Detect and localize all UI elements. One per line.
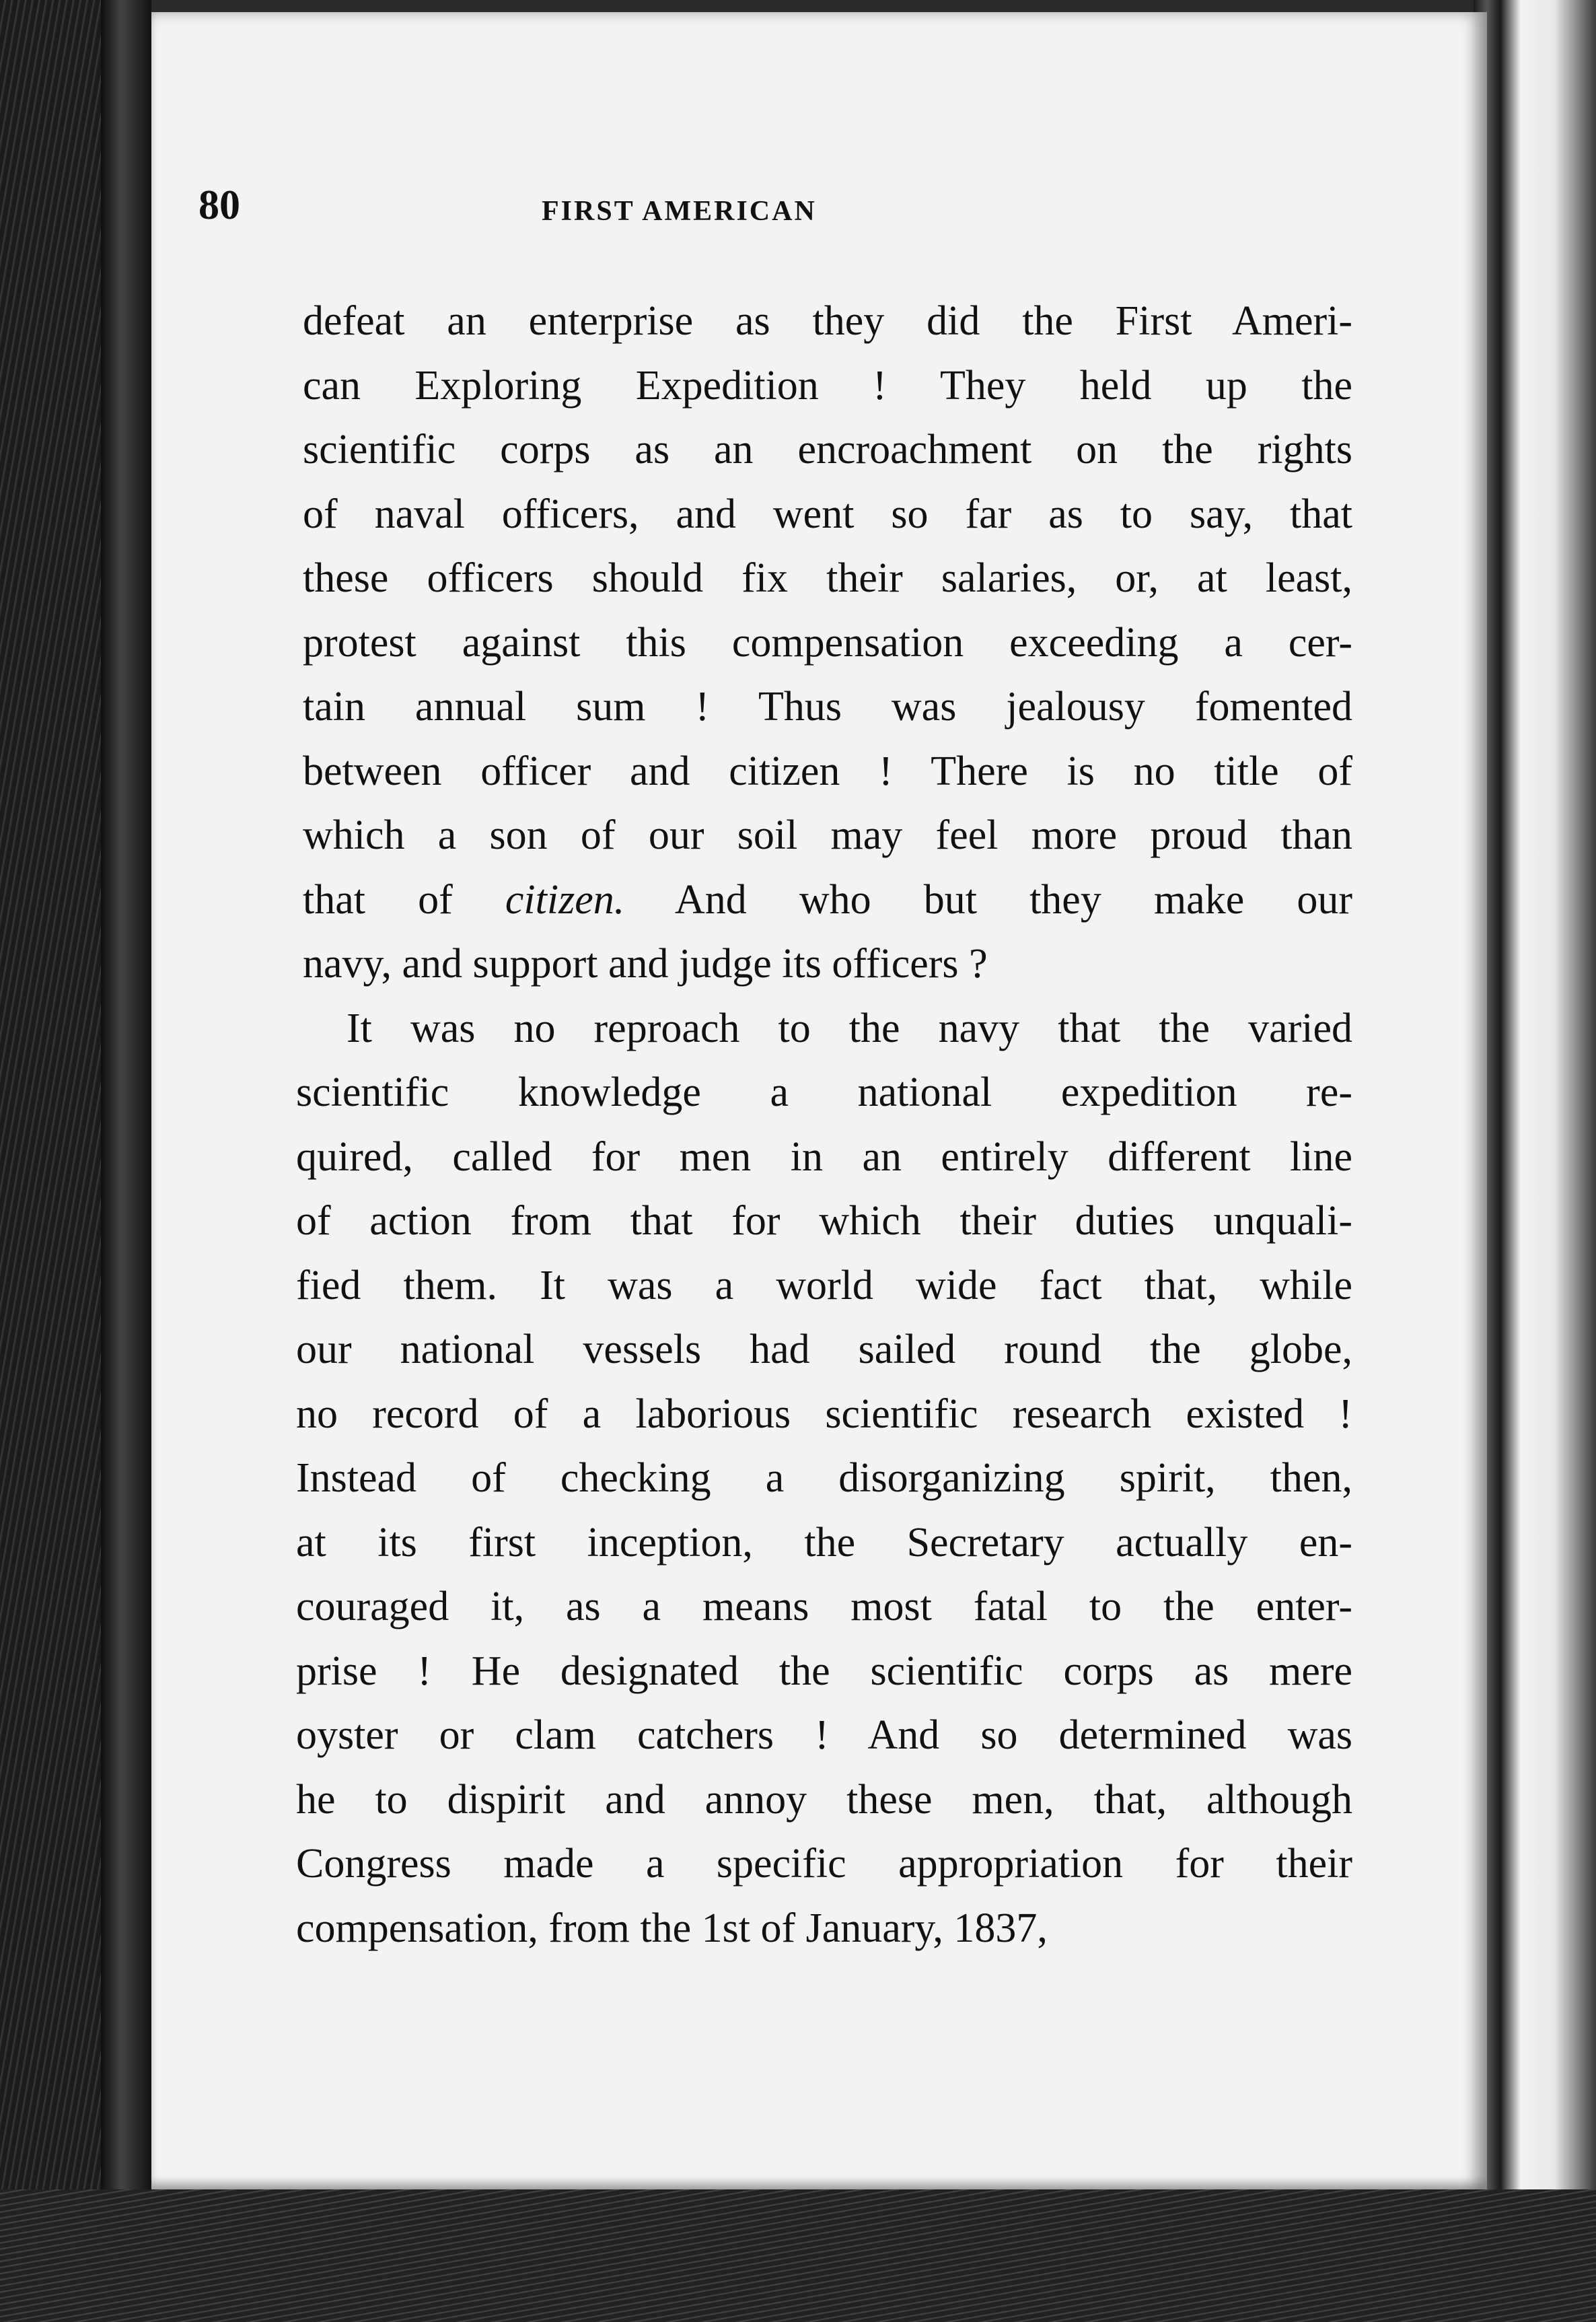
text-line — [296, 1703, 1352, 1768]
text-run: prise ! He designated the scientific corps as mere — [296, 1648, 1352, 1694]
text-line — [296, 1511, 1352, 1576]
text-run: quired, called for men in an entirely different line — [296, 1133, 1352, 1180]
text-run: compensation, from the 1st of January, 1837, — [296, 1905, 1048, 1951]
text-line — [303, 289, 1352, 354]
text-run: that of — [303, 876, 505, 923]
text-run: which a son of our soil may feel more proud than — [303, 812, 1352, 858]
text-run: tain annual sum ! Thus was jealousy fomented — [303, 684, 1352, 730]
text-run: Instead of checking a disorganizing spirit, then, — [296, 1455, 1352, 1501]
page-number: 80 — [198, 182, 240, 228]
text-run: navy, and support and judge its officers ? — [303, 941, 988, 987]
running-head: FIRST AMERICAN — [542, 196, 817, 227]
text-run: scientific knowledge a national expedition re- — [296, 1069, 1352, 1115]
page-body — [296, 289, 1352, 1961]
text-line — [296, 1446, 1352, 1511]
scan-bottom-margin — [0, 2189, 1596, 2322]
page-header — [198, 182, 1046, 242]
text-line — [296, 1189, 1352, 1254]
text-run: between officer and citizen ! There is no title of — [303, 748, 1352, 794]
text-line — [296, 1318, 1352, 1382]
text-line — [296, 1125, 1352, 1190]
text-run: defeat an enterprise as they did the First Ameri- — [303, 298, 1352, 344]
text-line — [303, 611, 1352, 676]
text-line — [303, 740, 1352, 804]
text-run: at its first inception, the Secretary actually en- — [296, 1519, 1352, 1565]
text-run: It was no reproach to the navy that the varied — [347, 1005, 1352, 1051]
text-run: Congress made a specific appropriation for their — [296, 1841, 1352, 1887]
text-line — [296, 997, 1352, 1061]
text-run: no record of a laborious scientific research existed ! — [296, 1391, 1352, 1437]
binding-shadow — [101, 0, 151, 2322]
paragraph-1 — [303, 289, 1352, 997]
paragraph-2 — [296, 997, 1352, 1961]
text-run: And who but they make our — [624, 876, 1352, 923]
text-line — [303, 418, 1352, 483]
text-line — [303, 675, 1352, 740]
text-run: our national vessels had sailed round the globe, — [296, 1327, 1352, 1372]
text-line — [296, 1768, 1352, 1833]
text-line — [296, 1897, 1352, 1961]
italic-word: citizen. — [505, 876, 625, 923]
text-line — [303, 932, 1352, 997]
text-line — [296, 1640, 1352, 1704]
text-run: of action from that for which their duties unquali- — [296, 1198, 1352, 1244]
text-line — [296, 1061, 1352, 1125]
next-page-edge — [1474, 0, 1596, 2322]
text-line — [303, 804, 1352, 868]
text-run: couraged it, as a means most fatal to the enter- — [296, 1584, 1352, 1629]
text-line — [296, 1254, 1352, 1318]
text-run: can Exploring Expedition ! They held up the — [303, 362, 1352, 409]
text-run: scientific corps as an encroachment on the rights — [303, 427, 1352, 472]
text-run: these officers should fix their salaries, or, at least, — [303, 555, 1352, 601]
text-run: of naval officers, and went so far as to say, that — [303, 491, 1352, 537]
text-run: protest against this compensation exceeding a cer- — [303, 619, 1352, 666]
text-line — [303, 354, 1352, 419]
text-run: oyster or clam catchers ! And so determined was — [296, 1712, 1352, 1758]
text-run: he to dispirit and annoy these men, that, although — [296, 1776, 1352, 1823]
text-run: fied them. It was a world wide fact that, while — [296, 1262, 1352, 1308]
text-line — [303, 868, 1352, 933]
text-line — [296, 1382, 1352, 1447]
text-line — [303, 547, 1352, 611]
text-line — [296, 1832, 1352, 1897]
text-line — [303, 483, 1352, 547]
text-line — [296, 1575, 1352, 1640]
